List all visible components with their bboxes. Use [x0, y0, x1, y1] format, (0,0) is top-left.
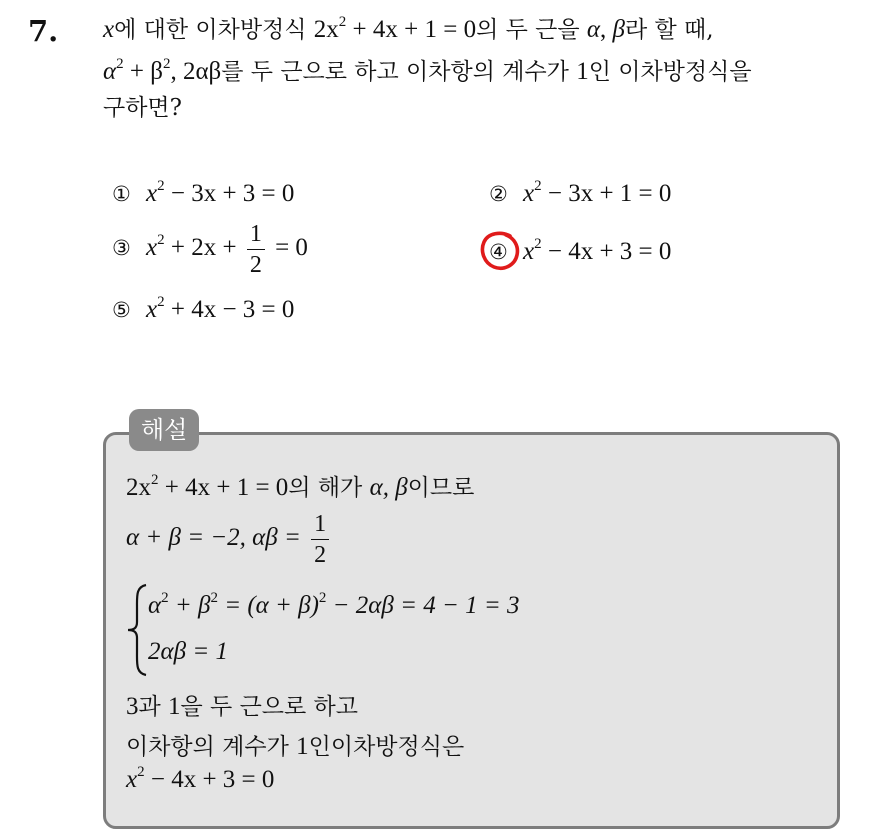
system-line-2: 2αβ = 1 [148, 638, 228, 665]
question-line-1: x에 대한 이차방정식 $2x^2 + 4x + 1 = 0$의 두 근을 α, β라 할 때, [103, 14, 714, 43]
answer-circle-mark [479, 230, 521, 272]
fraction: $\frac{1}{2}$ [311, 512, 329, 567]
choice-2[interactable]: ② $x^2 - 3x + 1 = 0$ [489, 178, 672, 207]
solution-line-5: 이차항의 계수가 1인이차방정식은 [126, 733, 465, 760]
choice-5[interactable]: ⑤ $x^2 + 4x - 3 = 0$ [112, 294, 295, 323]
solution-tag: 해설 [129, 409, 199, 451]
solution-line-2: α + β = −2, αβ = $\frac{1}{2}$ [126, 512, 333, 567]
choice-3[interactable]: ③ $x^2 + 2x$ + $\frac{1}{2}$ = 0 [112, 221, 308, 278]
choice-1[interactable]: ① $x^2 - 3x + 3 = 0$ [112, 178, 295, 207]
choice-4[interactable]: ④ $x^2 - 4x + 3 = 0$ [489, 236, 672, 265]
left-brace [124, 582, 150, 678]
question-number: 7. [28, 14, 59, 48]
fraction: $\frac{1}{2}$ [247, 222, 265, 277]
solution-answer: $x^2 - 4x + 3 = 0$ [126, 764, 275, 793]
solution-line-4: 3과 1을 두 근으로 하고 [126, 693, 358, 720]
system-line-1: $\alpha^2 + \beta^2 = (\alpha + \beta)^2 - 2\alpha\beta = 4 - 1 = 3$ [148, 590, 520, 619]
question-line-2: $\alpha^2 + \beta^2$, 2αβ를 두 근으로 하고 이차항의 계수가 1인 이차방정식을 [103, 56, 752, 85]
solution-line-1: $2x^2 + 4x + 1 = 0$의 해가 α, β이므로 [126, 472, 475, 501]
question-line-3: 구하면? [103, 95, 182, 121]
